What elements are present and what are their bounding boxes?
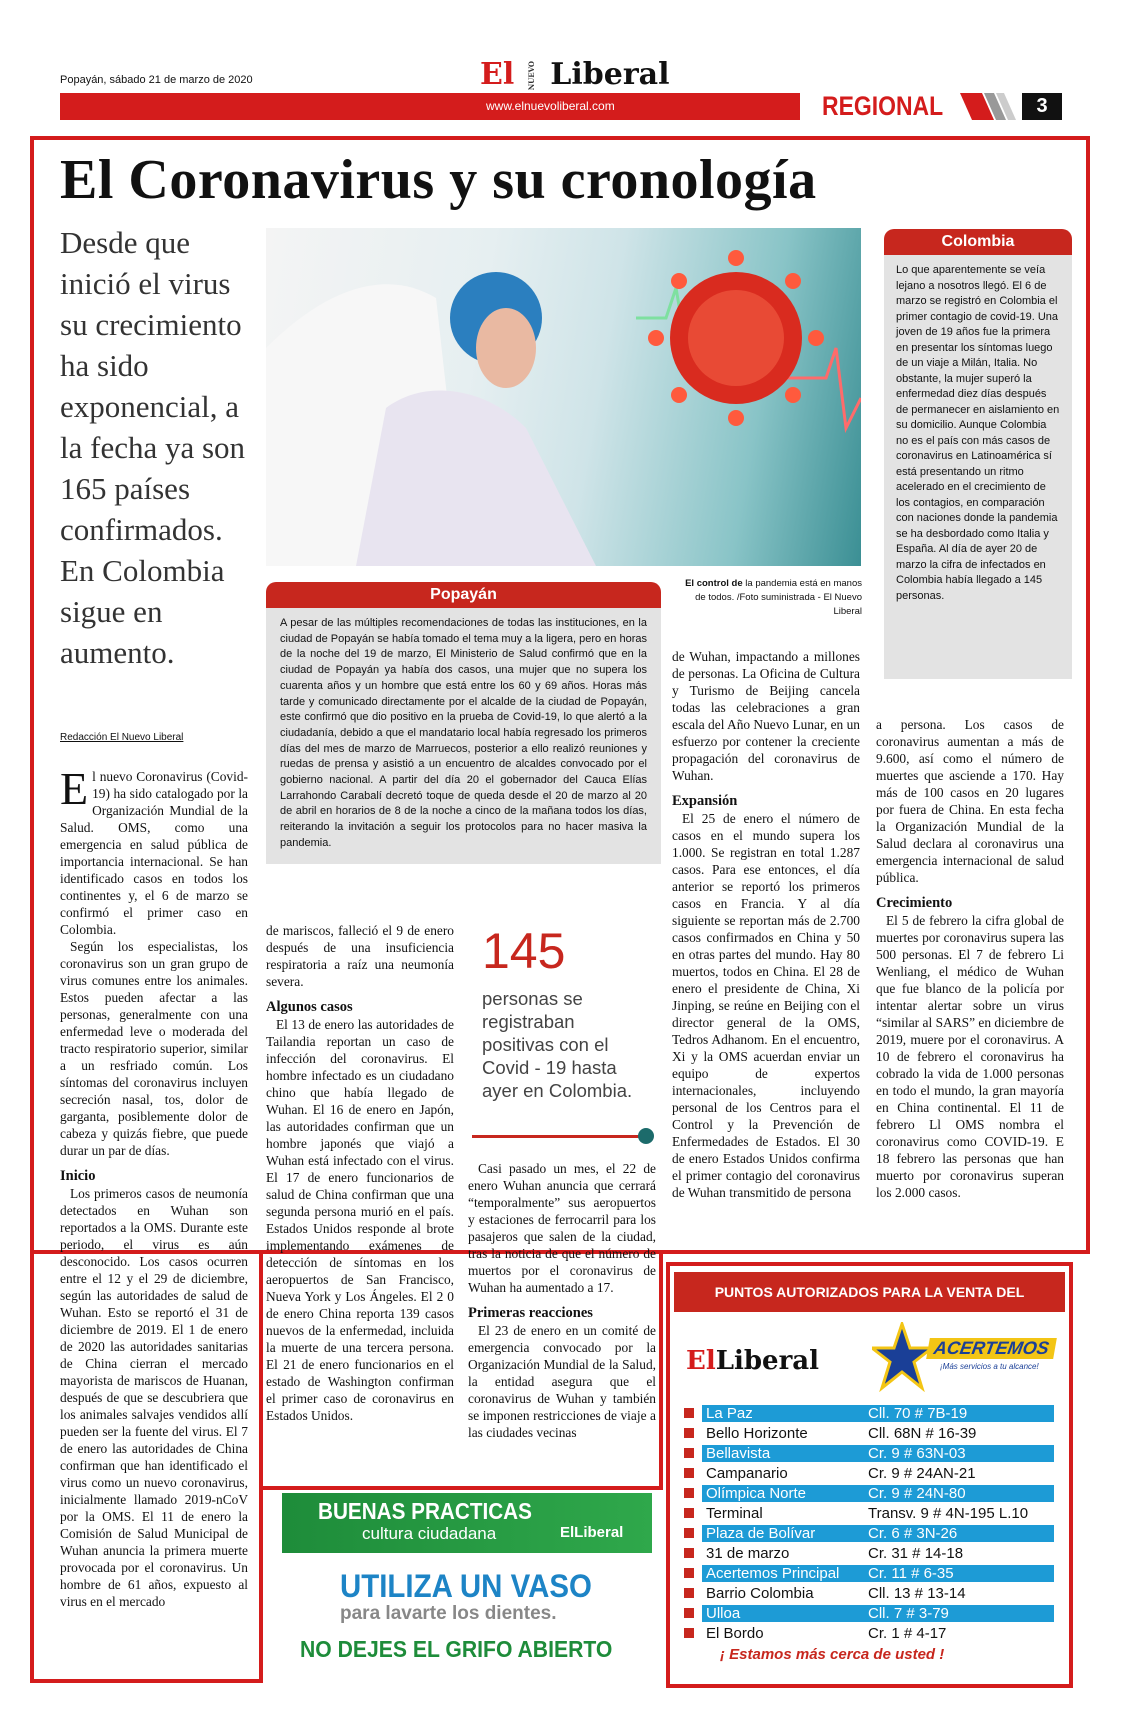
patient-virus-illustration-icon xyxy=(266,228,861,566)
popayan-title: Popayán xyxy=(266,582,661,608)
subhead-algunos-casos: Algunos casos xyxy=(266,999,353,1015)
list-item: Barrio Colombia Cll. 13 # 13-14 xyxy=(684,1583,1064,1603)
list-item: 31 de marzo Cr. 31 # 14-18 xyxy=(684,1543,1064,1563)
article-photo xyxy=(266,228,861,566)
paragraph: El 23 de enero en un comité de emergencia convocado por la Organización Mundial de la Salud, la entidad asegura que el coronavirus de Wuhan y también se imponen restricciones de viaje a las ciudades vecinas xyxy=(468,1323,656,1440)
practices-logo: ElLiberal xyxy=(560,1524,624,1541)
sales-points-list xyxy=(684,1403,1064,1643)
site-url[interactable]: www.elnuevoliberal.com xyxy=(486,99,615,113)
header-bar xyxy=(60,93,800,120)
popayan-box xyxy=(266,582,661,864)
page-number: 3 xyxy=(1022,93,1062,120)
lede: Desde que inició el virus su crecimiento ha sido exponencial, a la fecha ya son 165 países confirmados. En Colombia sigue en aumento. xyxy=(60,225,246,670)
stat-rule xyxy=(472,1135,642,1138)
list-item: Ulloa Cll. 7 # 3-79 xyxy=(684,1603,1064,1623)
photo-caption: El control de la pandemia está en manos de todos. /Foto suministrada - El Nuevo Liberal xyxy=(685,578,862,617)
subhead-primeras-reacciones: Primeras reacciones xyxy=(468,1305,593,1321)
subhead-expansion: Expansión xyxy=(672,793,738,809)
stat-text: personas se registraban positivas con el Covid - 19 hasta ayer en Colombia. xyxy=(482,988,633,1101)
list-item: El Bordo Cr. 1 # 4-17 xyxy=(684,1623,1064,1643)
paragraph: l nuevo Coronavirus (Covid-19) ha sido catalogado por la Organización Mundial de la Salud. OMS, como una emergencia en salud pública de importancia internacional. Se han identificado casos en todos los continentes y, el 6 de marzo se confirmó el primer caso en Colombia. xyxy=(60,769,248,937)
column-3 xyxy=(468,1160,656,1441)
column-4 xyxy=(672,648,860,1201)
paragraph: de Wuhan, impactando a millones de personas. La Oficina de Cultura y Turismo de Beijing cancela todas las celebraciones a gran escala del Año Nuevo Lunar, en un esfuerzo por contener la creciente propagación del coronavirus de Wuhan. xyxy=(672,649,860,783)
paragraph: Casi pasado un mes, el 22 de enero Wuhan anuncia que cerrará “temporalmente” sus aeropuertos y estaciones de ferrocarril para los pasajeros que salen de la ciudad, tras la noticia de que el número de muertos por el coronavirus de Wuhan ha aumentado a 17. xyxy=(468,1161,656,1295)
paragraph: de mariscos, falleció el 9 de enero después de una insuficiencia respiratoria a raíz una neumonía severa. xyxy=(266,923,454,989)
newspaper-logo: El NUEVO Liberal xyxy=(480,57,670,92)
list-item: Bello Horizonte Cll. 68N # 16-39 xyxy=(684,1423,1064,1443)
practices-line-1: UTILIZA UN VASO xyxy=(340,1568,592,1604)
list-item: Plaza de Bolívar Cr. 6 # 3N-26 xyxy=(684,1523,1064,1543)
list-item: Bellavista Cr. 9 # 63N-03 xyxy=(684,1443,1064,1463)
list-item: Campanario Cr. 9 # 24AN-21 xyxy=(684,1463,1064,1483)
column-1 xyxy=(60,763,248,1610)
acertemos-star-icon xyxy=(872,1322,932,1392)
subhead-crecimiento: Crecimiento xyxy=(876,895,953,911)
colombia-text: Lo que aparentemente se veía lejano a nosotros llegó. El 6 de marzo se registró en Colombia el primer contagio de covid-19. Una joven de 19 años fue la primera en presentar los síntomas luego de un viaje a Milán, Italia. No obstante, la mujer superó la enfermedad diez días después de permanecer en aislamiento en su domicilio. Aunque Colombia no es el país con más casos de coronavirus en Latinoamérica sí está presentando un ritmo acelerado en el crecimiento de los contagios, en comparación con naciones donde la pandemia se ha desbordado como Italia y España. Al día de ayer 20 de marzo la cifra de infectados en Colombia había llegado a 145 personas. xyxy=(884,255,1072,679)
paragraph: El 25 de enero el número de casos en el mundo supera los 1.000. Se registran en total 1.287 casos. Para ese entonces, el día anterior se reportó los primeros casos en Francia. Y al día siguiente se reportan más de 2.700 casos confirmados en China y 50 en otras partes del mundo. Hay 80 muertos, todos en China. El 28 de enero el presidente de China, Xi Jinping, se reúne en Beijing con el director general de la OMS, Tedros Adhanom. En el encuentro, Xi y la OMS acuerdan enviar un equipo de expertos internacionales, incluyendo personal de los Centros para el Control y la Prevención de Enfermedades de Estados. El 30 de enero Estados Unidos confirma el primer contagio del coronavirus de Wuhan transmitido de persona xyxy=(672,811,860,1200)
popayan-text: A pesar de las múltiples recomendaciones de todas las instituciones, en la ciudad de Popayán se había tomado el tema muy a la ligera, pero en horas de la noche del 19 de marzo, El Ministerio de Salud confirmó que en la ciudad de Popayán ya había dos casos, una mujer que no supera los cuarenta años y un hombre que está entre los 60 y 69 años. Horas más tarde y comunicado directamente por el alcalde de la ciudad de Popayán, este confirmó que dio positivo en la prueba de Covid-19, lo que alertó a la ciudadanía, debido a que el mandatario local había regresado los primeros días del mes de marzo de Marruecos, posterior a ello realizó reuniones y ruedas de prensa y asistió a un encuentro de alcaldes convocado por el gobierno nacional. A partir del día 20 el gobernador del Cauca Elías Larrahondo Carabalí decretó toque de queda desde el 20 de marzo al 20 de abril en horarios de 8 de la noche a cinco de la mañana todos los días, reiterando la invitación a seguir los protocolos para no hacer masiva la pandemia. xyxy=(266,608,661,864)
practices-line-3: NO DEJES EL GRIFO ABIERTO xyxy=(300,1636,613,1662)
paragraph: El 5 de febrero la cifra global de muertes por coronavirus supera las 500 personas. El 7 de febrero Li Wenliang, el médico de Wuhan que fue blanco de la policía por intentar alertar sobre un virus “similar al SARS” en diciembre de 2019, muere por el coronavirus. A 10 de febrero el coronavirus ha cobrado la vida de 1.000 personas en todo el mundo, la gran mayoría en China continental. El 11 de febrero Ll OMS nombra el coronavirus como COVID-19. E 18 febrero las personas que han muerto por coronavirus superan los 2.000 casos. xyxy=(876,913,1064,1200)
list-item: Acertemos Principal Cr. 11 # 6-35 xyxy=(684,1563,1064,1583)
headline: El Coronavirus y su cronología xyxy=(60,149,817,211)
stat-number: 145 xyxy=(482,923,566,979)
colombia-title: Colombia xyxy=(884,229,1072,255)
liberal-logo: ElLiberal xyxy=(686,1346,820,1376)
list-item: Terminal Transv. 9 # 4N-195 L.10 xyxy=(684,1503,1064,1523)
stat-dot xyxy=(638,1128,654,1144)
list-item: Olímpica Norte Cr. 9 # 24N-80 xyxy=(684,1483,1064,1503)
dropcap: E xyxy=(60,763,89,814)
paragraph: a persona. Los casos de coronavirus aumentan a más de 9.600, así como el número de muertes que asciende a 170. Hay más de 100 casos en 20 lugares por fuera de China. En esta fecha la Organización Mundial de la Salud declara al coronavirus una emergencia internacional de salud pública. xyxy=(876,717,1064,885)
sales-points-title: PUNTOS AUTORIZADOS PARA LA VENTA DEL PERIÓDICO xyxy=(674,1272,1065,1312)
subhead-inicio: Inicio xyxy=(60,1168,96,1184)
paragraph: El 13 de enero las autoridades de Tailandia reportan un caso de infección del coronavirus. El hombre infectado es un ciudadano chino que había llegado de Wuhan. El 16 de enero en Japón, las autoridades confirman que un hombre japonés que viajó a Wuhan está infectado con el virus. El 17 de enero funcionarios de salud de China confirman que una segunda persona murió en el país. Estados Unidos responde al brote implementando exámenes de detección de síntomas en los aeropuertos de San Francisco, Nueva York y Los Ángeles. El 2 0 de enero China reporta 139 casos nuevos de la enfermedad, incluida la muerte de una tercera persona. El 21 de enero funcionarios en el estado de Washington confirman el primer caso de coronavirus en Estados Unidos. xyxy=(266,1017,454,1423)
column-2 xyxy=(266,922,454,1424)
practices-subtitle: cultura ciudadana xyxy=(362,1524,497,1543)
colombia-box xyxy=(884,229,1072,679)
section-label: REGIONAL xyxy=(822,91,944,121)
paragraph: Según los especialistas, los coronavirus son un gran grupo de virus comunes entre los animales. Estos pueden afectar a las personas, generalmente con una enfermedad leve o moderada del tracto respiratorio superior, similar a un resfriado común. Los síntomas del coronavirus incluyen secreción nasal, tos, dolor de garganta, posiblemente dolor de cabeza y quizás fiebre, que puede durar un par de días. xyxy=(60,939,248,1158)
section-stripes-icon xyxy=(960,93,1020,120)
practices-title: BUENAS PRACTICAS xyxy=(318,1498,532,1524)
practices-line-2: para lavarte los dientes. xyxy=(340,1603,557,1624)
column-5 xyxy=(876,716,1064,1201)
sales-points-footer: ¡ Estamos más cerca de usted ! xyxy=(720,1646,945,1663)
acertemos-logo: ACERTEMOS xyxy=(926,1338,1056,1359)
edition-date: Popayán, sábado 21 de marzo de 2020 xyxy=(60,74,253,86)
byline: Redacción El Nuevo Liberal xyxy=(60,732,184,743)
acertemos-tagline: ¡Más servicios a tu alcance! xyxy=(940,1362,1039,1371)
paragraph: Los primeros casos de neumonía detectados en Wuhan son reportados a la OMS. Durante este periodo, el virus es aún desconocido. Los casos ocurren entre el 12 y el 29 de diciembre, según las autoridades de salud de Wuhan. Esto se reportó el 31 de diciembre de 2019. El 1 de enero de 2020 las autoridades sanitarias de China cierran el mercado mayorista de mariscos de Huanan, después de que se descubriera que los animales salvajes vendidos allí pueden ser la fuente del virus. El 7 de enero las autoridades de China confirman que han identificado el virus como un nuevo coronavirus, inicialmente llamado 2019-nCoV por la OMS. El 11 de enero la Comisión de Salud Municipal de Wuhan anuncia la primera muerte provocada por el coronavirus. Un hombre de 61 años, expuesto al virus en el mercado xyxy=(60,1186,248,1609)
list-item: La Paz Cll. 70 # 7B-19 xyxy=(684,1403,1064,1423)
